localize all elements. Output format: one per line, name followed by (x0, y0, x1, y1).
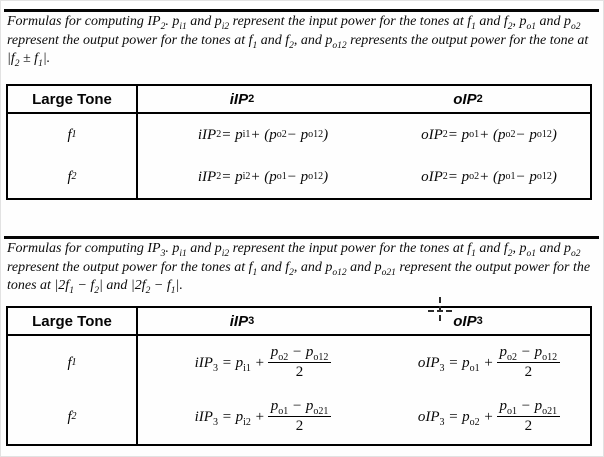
ip3-table-header-row (8, 308, 590, 336)
ip3-f2-oip-denominator: 2 (524, 417, 533, 434)
ip3-f1-oip-fraction (497, 344, 561, 381)
ip3-f1-oip-prefix: $oIP_3 = p_{o1}$ + (417, 354, 494, 374)
ip3-row-f2 (8, 390, 590, 444)
ip3-row-f1 (8, 336, 590, 390)
ip3-row-f1-iip-formula (138, 336, 388, 390)
ip3-row-f2-tone-label: f 2 (8, 390, 138, 444)
ip3-header-iip3: iIP 3 (229, 312, 255, 330)
ip2-header-oip2: oIP 2 (453, 90, 483, 108)
ip3-f2-iip-numerator: $p_{o1} - p_{o21}$ (268, 398, 332, 417)
ip3-f2-iip-prefix: $iIP_3 = p_{i2}$ + (194, 408, 265, 428)
ip2-formula-table (6, 84, 592, 200)
ip2-row-f1 (8, 114, 590, 156)
ip2-row-f1-oip-formula: oIP 2 = p o1 + (p o2 − p o12 ) (421, 126, 557, 143)
ip3-row-f2-oip-formula (388, 390, 590, 444)
ip3-row-f1-oip-formula (388, 336, 590, 390)
ip3-header-oip3: oIP 3 (453, 312, 483, 330)
ip2-header-large-tone: Large Tone (8, 86, 138, 112)
ip2-row-f1-iip-formula: iIP 2 = p i1 + (p o2 − p o12 ) (197, 126, 329, 143)
ip3-f2-iip-denominator: 2 (295, 417, 304, 434)
ip3-header-large-tone: Large Tone (8, 308, 138, 334)
section-top-rule (4, 9, 599, 12)
crosshair-cursor-vertical (439, 297, 441, 321)
ip3-row-f2-iip-formula (138, 390, 388, 444)
ip2-table-header-row (8, 86, 590, 114)
ip3-row-f1-tone-label: f 1 (8, 336, 138, 390)
ip3-f1-iip-denominator: 2 (295, 363, 304, 380)
ip2-row-f1-tone-label: f 1 (8, 114, 138, 156)
ip2-header-iip2: iIP 2 (229, 90, 255, 108)
ip2-row-f2-oip-formula: oIP 2 = p o2 + (p o1 − p o12 ) (421, 168, 557, 185)
ip2-row-f2-tone-label: f 2 (8, 156, 138, 198)
ip3-f1-oip-denominator: 2 (524, 363, 533, 380)
ip3-f2-oip-prefix: $oIP_3 = p_{o2}$ + (417, 408, 494, 428)
ip3-f1-iip-numerator: $p_{o2} - p_{o12}$ (268, 344, 332, 363)
ip3-formula-table (6, 306, 592, 446)
ip3-f1-oip-numerator: $p_{o2} - p_{o12}$ (497, 344, 561, 363)
ip3-f1-iip-fraction (268, 344, 332, 381)
ip3-f2-oip-fraction (497, 398, 561, 435)
ip3-intro-paragraph: Formulas for computing $IP_3$. $p_{i1}$ and $p_{i2}$ represent the input power for the tones at $f_1$ and $f_2$, $p_{o1}$ and $p_{o2}$ represent the output power for the tones at $f_1$ and $f_2$, and $p_{o12}$ and $p_{o21}$ represent the output power for the tones at $|2f_1 - f_2|$ and $|2f_2 - f_1|$. (7, 241, 591, 296)
ip2-row-f2 (8, 156, 590, 198)
crosshair-cursor-horizontal (428, 310, 452, 312)
ip3-f2-iip-fraction (268, 398, 332, 435)
ip2-row-f2-iip-formula: iIP 2 = p i2 + (p o1 − p o12 ) (197, 168, 329, 185)
section-divider-rule (4, 236, 599, 239)
ip2-intro-paragraph: Formulas for computing $IP_2$. $p_{i1}$ and $p_{i2}$ represent the input power for the tones at $f_1$ and $f_2$, $p_{o1}$ and $p_{o2}$ represent the output power for the tones at $f_1$ and $f_2$, and $p_{o12}$ represents the output power for the tone at $|f_2 \pm f_1|$. (7, 14, 589, 69)
ip3-f1-iip-prefix: $iIP_3 = p_{i1}$ + (194, 354, 265, 374)
ip3-f2-oip-numerator: $p_{o1} - p_{o21}$ (497, 398, 561, 417)
